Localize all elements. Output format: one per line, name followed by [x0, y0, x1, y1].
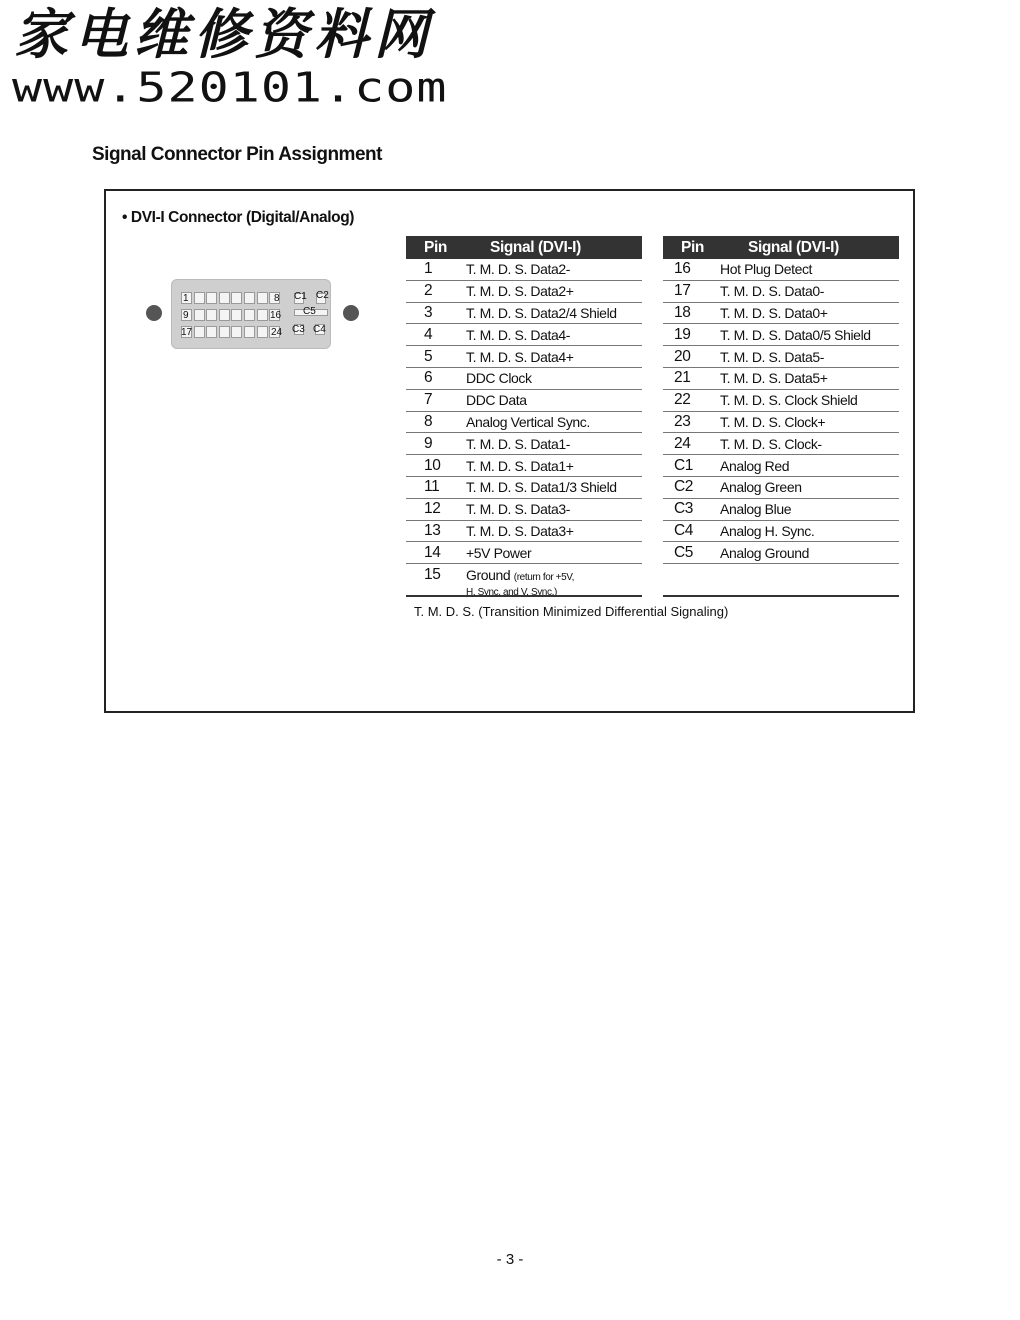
table-row	[406, 476, 642, 498]
pin-number: 20	[663, 346, 720, 368]
signal-name: T. M. D. S. Data1/3 Shield	[466, 476, 642, 498]
table-row	[663, 259, 899, 280]
table-row	[406, 346, 642, 368]
pin-number: 24	[663, 433, 720, 455]
pin-number: C5	[663, 542, 720, 564]
pin-socket-21	[231, 326, 242, 338]
table-row	[663, 455, 899, 477]
table-row	[406, 280, 642, 302]
pin-label-c3: C3	[292, 324, 305, 335]
signal-name: Analog Ground	[720, 542, 899, 564]
signal-name: T. M. D. S. Clock Shield	[720, 389, 899, 411]
pin-number: 13	[406, 520, 466, 542]
pin-label-16: 16	[270, 310, 282, 321]
watermark-chinese: 家电维修资料网	[14, 2, 434, 66]
pin-number: 12	[406, 498, 466, 520]
signal-name: T. M. D. S. Data4+	[466, 346, 642, 368]
pin-socket-3	[206, 292, 217, 304]
pin-number: 11	[406, 476, 466, 498]
signal-name: T. M. D. S. Data1-	[466, 433, 642, 455]
dvi-connector-diagram	[140, 277, 364, 351]
left-screw-icon	[146, 305, 162, 321]
pin-socket-20	[219, 326, 230, 338]
signal-name: Analog Green	[720, 476, 899, 498]
table-row	[406, 498, 642, 520]
pin-label-c5: C5	[303, 306, 316, 317]
signal-name: DDC Data	[466, 389, 642, 411]
table-row	[663, 367, 899, 389]
table-row	[663, 433, 899, 455]
section-title: Signal Connector Pin Assignment	[92, 144, 382, 165]
pin-socket-10	[194, 309, 205, 321]
table-row	[663, 280, 899, 302]
page-number: - 3 -	[496, 1251, 524, 1268]
table-row	[406, 455, 642, 477]
table-row	[663, 520, 899, 542]
signal-name: T. M. D. S. Data3+	[466, 520, 642, 542]
pin-socket-19	[206, 326, 217, 338]
pin-socket-23	[257, 326, 268, 338]
pin-number: C1	[663, 455, 720, 477]
signal-name: Analog Vertical Sync.	[466, 411, 642, 433]
table-row	[406, 259, 642, 280]
pin-label-9: 9	[183, 310, 189, 321]
pin-label-1: 1	[183, 293, 189, 304]
pin-number: 6	[406, 367, 466, 389]
table-row	[663, 476, 899, 498]
signal-name: T. M. D. S. Clock+	[720, 411, 899, 433]
table-row	[663, 542, 899, 564]
pin-number: C2	[663, 476, 720, 498]
signal-note: (return for +5V,	[513, 572, 575, 584]
table-row	[663, 498, 899, 520]
pin-label-17: 17	[181, 327, 193, 338]
signal-name: T. M. D. S. Data2-	[466, 259, 642, 280]
signal-name: Analog Red	[720, 455, 899, 477]
signal-name: +5V Power	[466, 542, 642, 564]
signal-name: T. M. D. S. Data0-	[720, 280, 899, 302]
pin-column-header: Pin	[406, 236, 466, 259]
pin-number: 19	[663, 324, 720, 346]
pin-socket-6	[244, 292, 255, 304]
pin-socket-14	[244, 309, 255, 321]
signal-name: Analog H. Sync.	[720, 520, 899, 542]
pin-number: 21	[663, 367, 720, 389]
pin-number: 17	[663, 280, 720, 302]
pin-table-right	[663, 236, 899, 564]
pin-socket-5	[231, 292, 242, 304]
table-row	[406, 367, 642, 389]
pin-label-c1: C1	[294, 291, 307, 302]
pin-number: 8	[406, 411, 466, 433]
table-bottom-rule-right	[663, 595, 899, 597]
signal-note: H. Sync. and V. Sync.)	[466, 587, 557, 599]
pin-label-c2: C2	[316, 290, 329, 301]
pin-socket-18	[194, 326, 205, 338]
signal-name: T. M. D. S. Data1+	[466, 455, 642, 477]
signal-name: T. M. D. S. Data2/4 Shield	[466, 302, 642, 324]
pin-column-header: Pin	[663, 236, 720, 259]
signal-name: T. M. D. S. Data4-	[466, 324, 642, 346]
pin-label-24: 24	[271, 327, 283, 338]
table-row	[406, 411, 642, 433]
pin-number: 18	[663, 302, 720, 324]
table-row	[406, 324, 642, 346]
pin-socket-22	[244, 326, 255, 338]
pin-socket-11	[206, 309, 217, 321]
table-bottom-rule-left	[406, 595, 642, 597]
pin-number: 10	[406, 455, 466, 477]
pin-number: 1	[406, 259, 466, 280]
pin-number: 2	[406, 280, 466, 302]
signal-name: T. M. D. S. Data2+	[466, 280, 642, 302]
pin-number: 4	[406, 324, 466, 346]
pin-number: C4	[663, 520, 720, 542]
table-row	[663, 302, 899, 324]
signal-name: T. M. D. S. Data5+	[720, 367, 899, 389]
signal-column-header: Signal (DVI-I)	[466, 236, 642, 259]
right-screw-icon	[343, 305, 359, 321]
signal-name: Analog Blue	[720, 498, 899, 520]
signal-name: T. M. D. S. Data5-	[720, 346, 899, 368]
tmds-footnote: T. M. D. S. (Transition Minimized Differential Signaling)	[414, 604, 729, 619]
pin-number: 15	[424, 566, 441, 584]
signal-column-header: Signal (DVI-I)	[720, 236, 899, 259]
signal-name: DDC Clock	[466, 367, 642, 389]
table-row	[406, 433, 642, 455]
pin-number: C3	[663, 498, 720, 520]
pin-number: 14	[406, 542, 466, 564]
pin-number: 23	[663, 411, 720, 433]
pin-number: 7	[406, 389, 466, 411]
table-row	[663, 346, 899, 368]
pin-socket-12	[219, 309, 230, 321]
pin-socket-4	[219, 292, 230, 304]
table-row	[663, 324, 899, 346]
table-row	[406, 389, 642, 411]
signal-name: Ground	[466, 567, 511, 584]
pin-label-8: 8	[274, 293, 280, 304]
pin-socket-13	[231, 309, 242, 321]
pin-number: 3	[406, 302, 466, 324]
pin-number: 16	[663, 259, 720, 280]
table-row	[663, 411, 899, 433]
pin-number: 22	[663, 389, 720, 411]
signal-name: Hot Plug Detect	[720, 259, 899, 280]
table-row	[406, 542, 642, 564]
pin-table-left	[406, 236, 642, 601]
subsection-title: • DVI-I Connector (Digital/Analog)	[122, 209, 355, 226]
pin-socket-7	[257, 292, 268, 304]
signal-name: T. M. D. S. Clock-	[720, 433, 899, 455]
signal-name: T. M. D. S. Data0/5 Shield	[720, 324, 899, 346]
pin-socket-2	[194, 292, 205, 304]
pin-number: 5	[406, 346, 466, 368]
table-row	[663, 389, 899, 411]
table-row	[406, 302, 642, 324]
pin-number: 9	[406, 433, 466, 455]
signal-name: T. M. D. S. Data3-	[466, 498, 642, 520]
signal-name: T. M. D. S. Data0+	[720, 302, 899, 324]
pin-socket-15	[257, 309, 268, 321]
pin-label-c4: C4	[313, 324, 326, 335]
table-row	[406, 520, 642, 542]
watermark-url: www.520101.com	[12, 63, 448, 112]
